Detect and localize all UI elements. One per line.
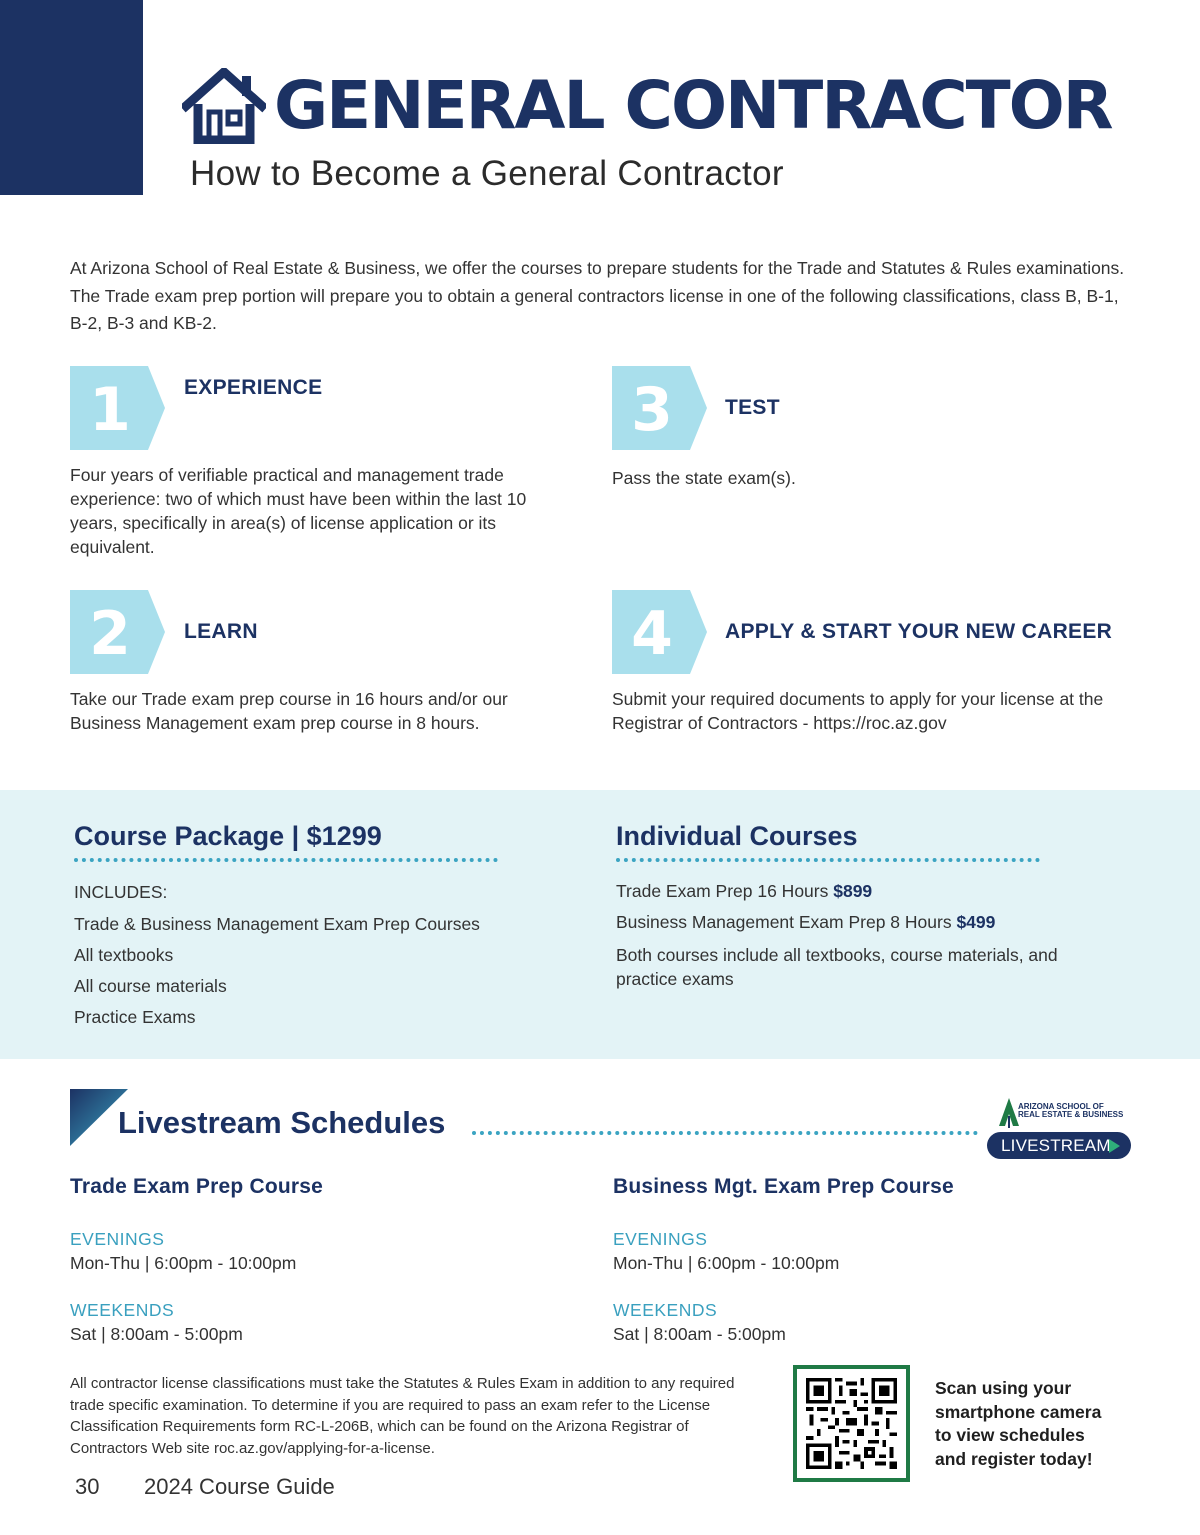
evenings-time: Mon-Thu | 6:00pm - 10:00pm xyxy=(70,1253,297,1273)
footnote: All contractor license classifications must take the Statutes & Rules Exam in addition to any required trade specific examination. To determine if you are required to pass an exam refer to the License Classification Requirements form RC-L-206B, which can be found on the Arizona Registrar of Contractors Web site roc.az.gov/applying-for-a-license. xyxy=(70,1375,735,1457)
package-divider xyxy=(74,858,498,862)
guide-title: 2024 Course Guide xyxy=(144,1474,335,1499)
weekends-label: WEEKENDS xyxy=(70,1300,175,1320)
package-item: Practice Exams xyxy=(74,1007,196,1027)
page-subtitle: How to Become a General Contractor xyxy=(190,154,784,193)
step-heading-apply: APPLY & START YOUR NEW CAREER xyxy=(725,620,1113,643)
course-name: Trade Exam Prep 16 Hours xyxy=(616,881,829,901)
step-text-learn: Take our Trade exam prep course in 16 hours and/or our Business Management exam prep course in 8 hours. xyxy=(70,689,508,733)
evenings-label: EVENINGS xyxy=(613,1229,708,1249)
weekends-label: WEEKENDS xyxy=(613,1300,718,1320)
step-number: 3 xyxy=(631,375,673,445)
livestream-title: Livestream Schedules xyxy=(118,1105,446,1140)
individual-course-trade xyxy=(616,881,872,902)
livestream-badge-label: LIVESTREAM xyxy=(1001,1136,1111,1155)
play-icon xyxy=(1109,1139,1120,1153)
package-item: Trade & Business Management Exam Prep Courses xyxy=(74,914,480,934)
trade-course-title: Trade Exam Prep Course xyxy=(70,1175,324,1198)
house-icon xyxy=(182,68,266,144)
package-title: Course Package | $1299 xyxy=(74,821,382,851)
step-text-experience: Four years of verifiable practical and management trade experience: two of which must have been within the last 10 years, specifically in area(s) of license application or its equivalent. xyxy=(70,465,527,557)
step-2-badge xyxy=(70,590,165,674)
step-3-badge xyxy=(612,366,707,450)
step-number: 4 xyxy=(631,599,673,669)
package-item: All course materials xyxy=(74,976,227,996)
page-title: GENERAL CONTRACTOR xyxy=(274,67,1112,144)
step-text-apply: Submit your required documents to apply for your license at the Registrar of Contractors - https://roc.az.gov xyxy=(612,689,1104,733)
step-text-test: Pass the state exam(s). xyxy=(612,468,796,488)
page-number: 30 xyxy=(75,1474,100,1499)
evenings-time: Mon-Thu | 6:00pm - 10:00pm xyxy=(613,1253,840,1273)
header-corner-block xyxy=(0,0,143,195)
qr-caption: Scan using your smartphone camera to view schedules and register today! xyxy=(935,1378,1102,1469)
step-1-badge xyxy=(70,366,165,450)
individual-courses-note: Both courses include all textbooks, course materials, and practice exams xyxy=(616,945,1058,989)
course-price: $899 xyxy=(833,881,873,901)
course-price: $499 xyxy=(956,912,996,932)
business-course-title: Business Mgt. Exam Prep Course xyxy=(613,1175,954,1198)
livestream-divider xyxy=(472,1131,978,1135)
package-item: All textbooks xyxy=(74,945,174,965)
tree-logo-icon xyxy=(999,1098,1019,1128)
individual-course-business xyxy=(616,912,995,933)
step-heading-learn: LEARN xyxy=(184,620,258,643)
step-heading-experience: EXPERIENCE xyxy=(184,376,323,399)
step-4-badge xyxy=(612,590,707,674)
package-includes-label: INCLUDES: xyxy=(74,882,168,902)
intro-paragraph: At Arizona School of Real Estate & Business, we offer the courses to prepare students for the Trade and Statutes & Rules examinations. The Trade exam prep portion will prepare you to obtain a general contractors license in one of the following classifications, class B, B-1, B-2, B-3 and KB-2. xyxy=(70,258,1125,333)
individual-courses-title: Individual Courses xyxy=(616,821,858,851)
logo-text: ARIZONA SCHOOL OF REAL ESTATE & BUSINESS xyxy=(1018,1102,1124,1119)
step-heading-test: TEST xyxy=(725,396,780,419)
weekends-time: Sat | 8:00am - 5:00pm xyxy=(70,1324,243,1344)
livestream-logo xyxy=(985,1096,1133,1160)
pricing-band xyxy=(0,790,1200,1059)
step-number: 1 xyxy=(89,375,131,445)
qr-code-icon[interactable] xyxy=(793,1365,910,1482)
course-name: Business Management Exam Prep 8 Hours xyxy=(616,912,952,932)
weekends-time: Sat | 8:00am - 5:00pm xyxy=(613,1324,786,1344)
step-number: 2 xyxy=(89,599,131,669)
livestream-badge xyxy=(987,1132,1131,1159)
title-row xyxy=(182,68,1112,144)
individual-divider xyxy=(616,858,1040,862)
evenings-label: EVENINGS xyxy=(70,1229,165,1249)
